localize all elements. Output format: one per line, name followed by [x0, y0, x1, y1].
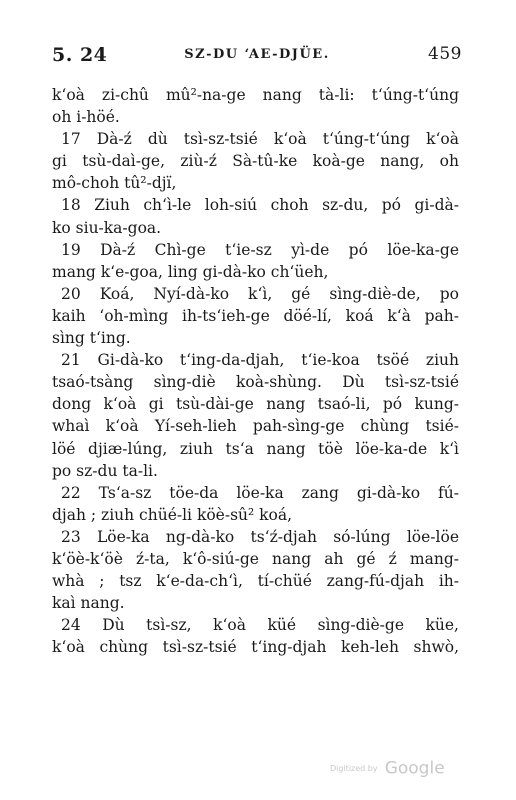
google-watermark [330, 758, 445, 779]
text-line: mang k‘e-goa, ling gi-dà-ko ch‘üeh, [52, 262, 329, 281]
google-logo: Google [384, 758, 445, 779]
text-line: 21 Gi-dà-ko t‘ing-da-djah, t‘ie-koa tsöé ziuh [61, 351, 459, 370]
text-line: tsaó-tsàng sìng-diè koà-shùng. Dù tsì-sz-tsié [52, 373, 459, 392]
page-number: 459 [428, 44, 462, 64]
text-line: ko siu-ka-goa. [52, 218, 162, 237]
text-line: kaì nang. [52, 594, 125, 613]
text-line: whaì k‘oà Yí-seh-lieh pah-sìng-ge chùng tsié- [52, 417, 459, 436]
digitized-by-label: Digitized by [330, 764, 378, 773]
text-line: po sz-du ta-li. [52, 461, 158, 480]
text-line: mô-choh tû²-djï, [52, 174, 177, 193]
page-header [52, 44, 462, 68]
body-text [52, 84, 459, 658]
text-line: löé djiæ-lúng, ziuh ts‘a nang töè löe-ka-de k‘ì [52, 439, 459, 458]
text-line: gi tsù-daì-ge, ziù-ź Sà-tû-ke koà-ge nang, oh [52, 152, 459, 171]
text-line: oh i-höé. [52, 108, 120, 127]
text-line: k‘oà zi-chû mû²-na-ge nang tà-li: t‘úng-t‘úng [52, 86, 459, 104]
text-line: 23 Löe-ka ng-dà-ko ts‘ź-djah só-lúng löe-löe [61, 527, 459, 546]
running-title: SZ-DU ‘AE-DJÜE. [184, 47, 330, 62]
text-line: 20 Koá, Nyí-dà-ko k‘ì, gé sìng-diè-de, po [61, 284, 459, 303]
text-line: 24 Dù tsì-sz, k‘oà küé sìng-diè-ge küe, [61, 616, 459, 635]
text-line: kaih ‘oh-mìng ih-ts‘ieh-ge döé-lí, koá k‘à pah- [52, 306, 459, 325]
text-line: 19 Dà-ź Chì-ge t‘ie-sz yì-de pó löe-ka-ge [61, 240, 459, 259]
chapter-verse-reference: 5. 24 [52, 44, 108, 66]
text-line: 18 Ziuh ch‘ì-le loh-siú choh sz-du, pó gi-dà- [61, 196, 459, 215]
text-line: whà ; tsz k‘e-da-ch‘ì, tí-chüé zang-fú-djah ih- [52, 572, 459, 591]
text-line: sìng t‘ing. [52, 329, 131, 348]
text-line: djah ; ziuh chüé-li köè-sû² koá, [52, 505, 293, 524]
text-line: k‘oà chùng tsì-sz-tsié t‘ing-djah keh-leh shwò, [52, 638, 459, 657]
text-line: 22 Ts‘a-sz töe-da löe-ka zang gi-dà-ko fú- [61, 483, 459, 502]
text-line: k‘öè-k‘öè ź-ta, k‘ô-siú-ge nang ah gé ź mang- [52, 549, 459, 568]
text-line: dong k‘oà gi tsù-dài-ge nang tsaó-li, pó kung- [52, 395, 459, 414]
text-line: 17 Dà-ź dù tsì-sz-tsié k‘oà t‘úng-t‘úng k‘oà [61, 130, 459, 149]
